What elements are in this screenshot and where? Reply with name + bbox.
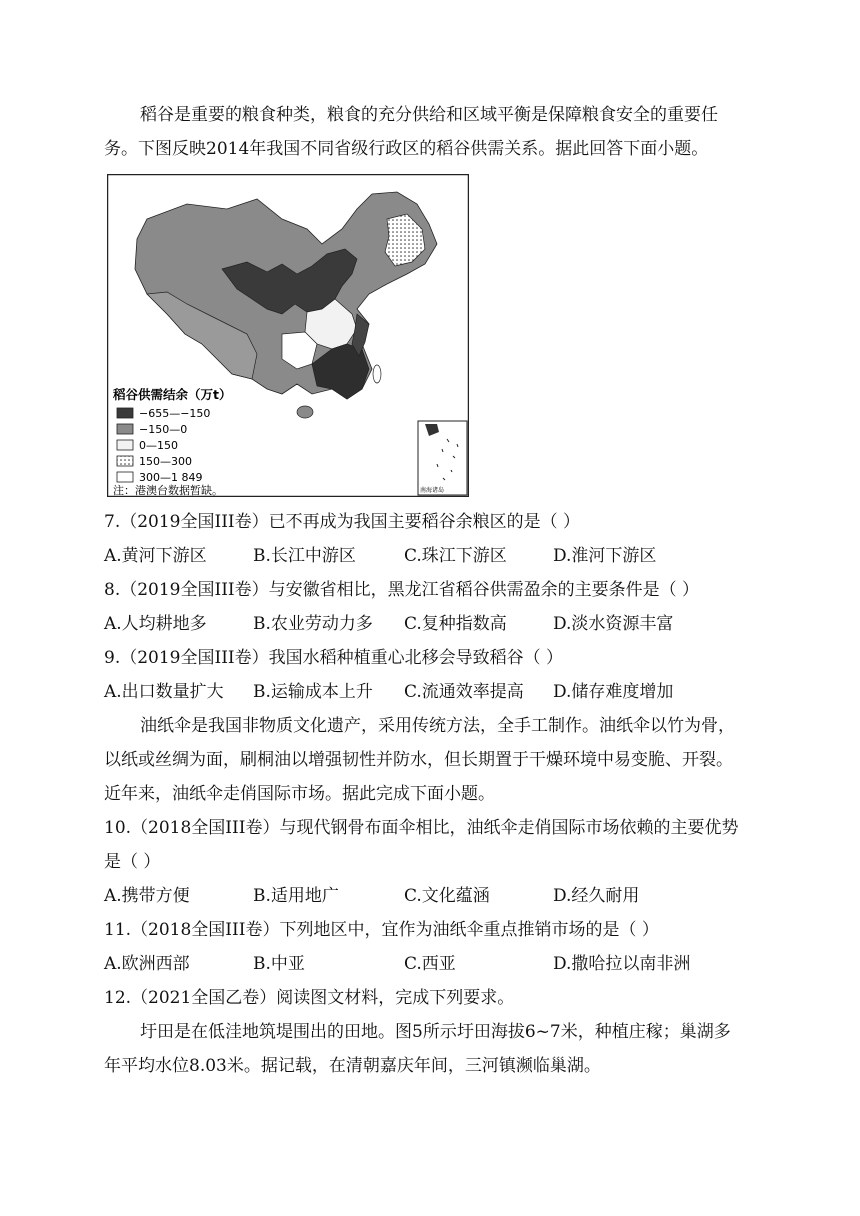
q11-option-b[interactable]: B.中亚 [253,954,305,974]
legend-label-3: 0—150 [139,439,178,452]
intro-paragraph-umbrella [104,709,744,811]
intro-text-2: 油纸伞是我国非物质文化遗产，采用传统方法，全手工制作。油纸伞以竹为骨，以纸或丝绸为面，刷桐油以增强韧性并防水，但长期置于干燥环境中易变脆、开裂。近年来，油纸伞走俏国际市场。据此完成下面小题。 [104,716,735,804]
legend-swatch-4 [117,456,133,466]
q9-option-b[interactable]: B.运输成本上升 [253,682,373,702]
q7-option-c[interactable]: C.珠江下游区 [404,546,507,566]
question-8: 8.（2019全国III卷）与安徽省相比，黑龙江省稻谷供需盈余的主要条件是（ ） [104,580,700,600]
intro-paragraph-polder [104,1015,744,1083]
question-9: 9.（2019全国III卷）我国水稻种植重心北移会导致稻谷（ ） [104,648,564,668]
legend-swatch-1 [117,408,133,418]
q7-option-a[interactable]: A.黄河下游区 [104,546,207,566]
legend-swatch-2 [117,424,133,434]
q10-option-b[interactable]: B.适用地广 [253,886,339,906]
q8-option-c[interactable]: C.复种指数高 [404,614,507,634]
intro-text-3: 圩田是在低洼地筑堤围出的田地。图5所示圩田海拔6~7米，种植庄稼；巢湖多年平均水位8.03米。据记载，在清朝嘉庆年间，三河镇濒临巢湖。 [104,1022,731,1076]
q10-option-a[interactable]: A.携带方便 [104,886,190,906]
legend-swatch-3 [117,440,133,450]
question-10-options [104,879,744,913]
question-11-options [104,947,744,981]
map-hainan [297,406,313,418]
q7-option-b[interactable]: B.长江中游区 [253,546,356,566]
legend-label-1: −655—−150 [139,407,211,420]
q11-option-a[interactable]: A.欧洲西部 [104,954,190,974]
q10-option-c[interactable]: C.文化蕴涵 [404,886,490,906]
q9-option-d[interactable]: D.储存难度增加 [553,682,674,702]
q7-option-d[interactable]: D.淮河下游区 [553,546,657,566]
inset-label: 南海诸岛 [420,487,445,494]
question-10-line2: 是（ ） [104,852,161,872]
map-note: 注：港澳台数据暂缺。 [113,484,223,497]
south-china-sea-inset [418,421,467,495]
q8-option-a[interactable]: A.人均耕地多 [104,614,207,634]
q11-option-c[interactable]: C.西亚 [404,954,456,974]
question-7-options [104,539,744,573]
rice-balance-map [107,174,469,497]
question-12: 12.（2021全国乙卷）阅读图文材料，完成下列要求。 [104,988,515,1008]
intro-paragraph-rice [104,98,744,166]
legend-swatch-5 [117,472,133,482]
q10-option-d[interactable]: D.经久耐用 [553,886,640,906]
q9-option-a[interactable]: A.出口数量扩大 [104,682,224,702]
q8-option-d[interactable]: D.淡水资源丰富 [553,614,674,634]
question-8-options [104,607,744,641]
q9-option-c[interactable]: C.流通效率提高 [404,682,524,702]
question-10-line1: 10.（2018全国III卷）与现代钢骨布面伞相比，油纸伞走俏国际市场依赖的主要优势 [104,818,739,838]
map-taiwan [373,365,381,383]
question-9-options [104,675,744,709]
question-11: 11.（2018全国III卷）下列地区中，宜作为油纸伞重点推销市场的是（ ） [104,920,659,940]
legend-label-5: 300—1 849 [139,471,203,484]
legend-label-2: −150—0 [139,423,188,436]
intro-text: 稻谷是重要的粮食种类，粮食的充分供给和区域平衡是保障粮食安全的重要任务。下图反映2014年我国不同省级行政区的稻谷供需关系。据此回答下面小题。 [104,105,718,159]
legend-label-4: 150—300 [139,455,192,468]
legend-title: 稻谷供需结余（万t） [113,387,232,402]
q11-option-d[interactable]: D.撒哈拉以南非洲 [553,954,691,974]
question-7: 7.（2019全国III卷）已不再成为我国主要稻谷余粮区的是（ ） [104,512,581,532]
q8-option-b[interactable]: B.农业劳动力多 [253,614,373,634]
